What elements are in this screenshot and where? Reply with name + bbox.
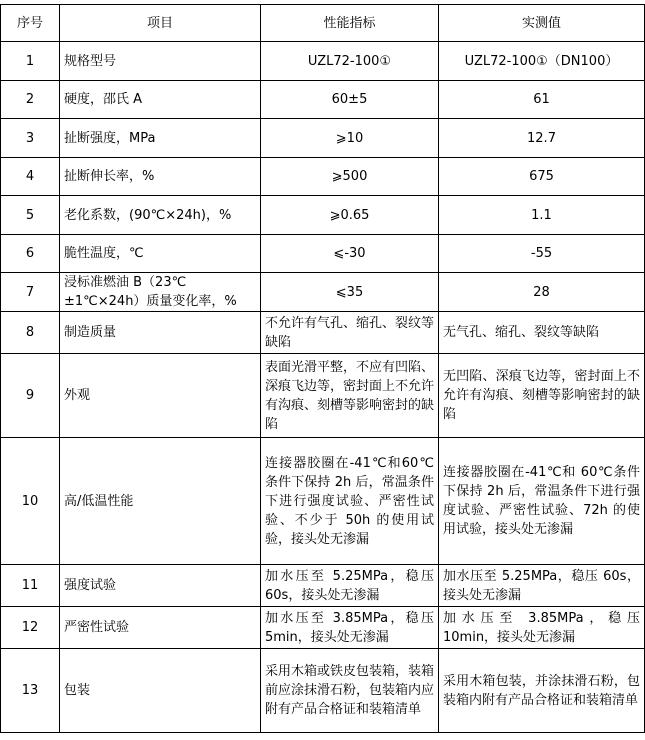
row-measured: 加水压至 5.25MPa，稳压 60s，接头处无渗漏 xyxy=(439,565,645,607)
row-item: 包装 xyxy=(60,649,261,733)
row-spec: 不允许有气孔、缩孔、裂纹等缺陷 xyxy=(261,312,439,354)
row-measured: 1.1 xyxy=(439,196,645,235)
row-item: 扯断伸长率，% xyxy=(60,158,261,196)
row-spec: ⩽35 xyxy=(261,273,439,312)
row-spec: 连接器胶圈在-41℃和60℃条件下保持 2h 后，常温条件下进行强度试验、严密性试验、不少于 50h 的使用试验，接头处无渗漏 xyxy=(261,438,439,565)
row-no: 13 xyxy=(1,649,60,733)
row-item: 浸标准燃油 B（23℃±1℃×24h）质量变化率，% xyxy=(60,273,261,312)
header-spec: 性能指标 xyxy=(261,5,439,42)
row-no: 7 xyxy=(1,273,60,312)
row-no: 3 xyxy=(1,119,60,158)
row-measured: 无凹陷、深痕飞边等，密封面上不允许有沟痕、刻槽等影响密封的缺陷 xyxy=(439,354,645,438)
row-measured: 675 xyxy=(439,158,645,196)
row-item: 制造质量 xyxy=(60,312,261,354)
row-spec: UZL72-100① xyxy=(261,42,439,81)
row-measured: 采用木箱包装，并涂抹滑石粉，包装箱内附有产品合格证和装箱清单 xyxy=(439,649,645,733)
header-item: 项目 xyxy=(60,5,261,42)
table-row xyxy=(1,354,645,438)
table-row xyxy=(1,565,645,607)
row-no: 9 xyxy=(1,354,60,438)
header-no: 序号 xyxy=(1,5,60,42)
table-row xyxy=(1,312,645,354)
header-row xyxy=(1,5,645,42)
row-no: 5 xyxy=(1,196,60,235)
row-spec: 60±5 xyxy=(261,81,439,119)
table-row xyxy=(1,119,645,158)
row-spec: 加水压至 3.85MPa，稳压 5min，接头处无渗漏 xyxy=(261,607,439,649)
row-no: 8 xyxy=(1,312,60,354)
row-measured: -55 xyxy=(439,235,645,273)
row-spec: 表面光滑平整，不应有凹陷、深痕飞边等，密封面上不允许有沟痕、刻槽等影响密封的缺陷 xyxy=(261,354,439,438)
spec-table xyxy=(0,4,645,733)
table-row xyxy=(1,196,645,235)
row-item: 规格型号 xyxy=(60,42,261,81)
table-row xyxy=(1,235,645,273)
table-row xyxy=(1,273,645,312)
row-item: 高/低温性能 xyxy=(60,438,261,565)
row-item: 强度试验 xyxy=(60,565,261,607)
row-no: 1 xyxy=(1,42,60,81)
row-measured: 无气孔、缩孔、裂纹等缺陷 xyxy=(439,312,645,354)
table-row xyxy=(1,438,645,565)
row-spec: ⩾10 xyxy=(261,119,439,158)
row-measured: UZL72-100①（DN100） xyxy=(439,42,645,81)
table-row xyxy=(1,42,645,81)
table-row xyxy=(1,607,645,649)
row-no: 10 xyxy=(1,438,60,565)
row-measured: 加水压至 3.85MPa，稳压 10min，接头处无渗漏 xyxy=(439,607,645,649)
row-item: 硬度，邵氏 A xyxy=(60,81,261,119)
row-measured: 28 xyxy=(439,273,645,312)
row-measured: 12.7 xyxy=(439,119,645,158)
header-measured: 实测值 xyxy=(439,5,645,42)
row-no: 12 xyxy=(1,607,60,649)
table-row xyxy=(1,81,645,119)
table-row xyxy=(1,649,645,733)
row-no: 4 xyxy=(1,158,60,196)
row-measured: 61 xyxy=(439,81,645,119)
row-spec: 采用木箱或铁皮包装箱，装箱前应涂抹滑石粉，包装箱内应附有产品合格证和装箱清单 xyxy=(261,649,439,733)
row-item: 外观 xyxy=(60,354,261,438)
row-item: 老化系数，(90℃×24h)，% xyxy=(60,196,261,235)
row-spec: ⩾0.65 xyxy=(261,196,439,235)
row-item: 脆性温度，℃ xyxy=(60,235,261,273)
row-item: 扯断强度，MPa xyxy=(60,119,261,158)
table-row xyxy=(1,158,645,196)
row-no: 11 xyxy=(1,565,60,607)
row-spec: 加水压至 5.25MPa，稳压 60s，接头处无渗漏 xyxy=(261,565,439,607)
row-no: 2 xyxy=(1,81,60,119)
row-no: 6 xyxy=(1,235,60,273)
row-item: 严密性试验 xyxy=(60,607,261,649)
row-spec: ⩽-30 xyxy=(261,235,439,273)
row-spec: ⩾500 xyxy=(261,158,439,196)
row-measured: 连接器胶圈在-41℃和 60℃条件下保持 2h 后，常温条件下进行强度试验、严密性试验、72h 的使用试验，接头处无渗漏 xyxy=(439,438,645,565)
